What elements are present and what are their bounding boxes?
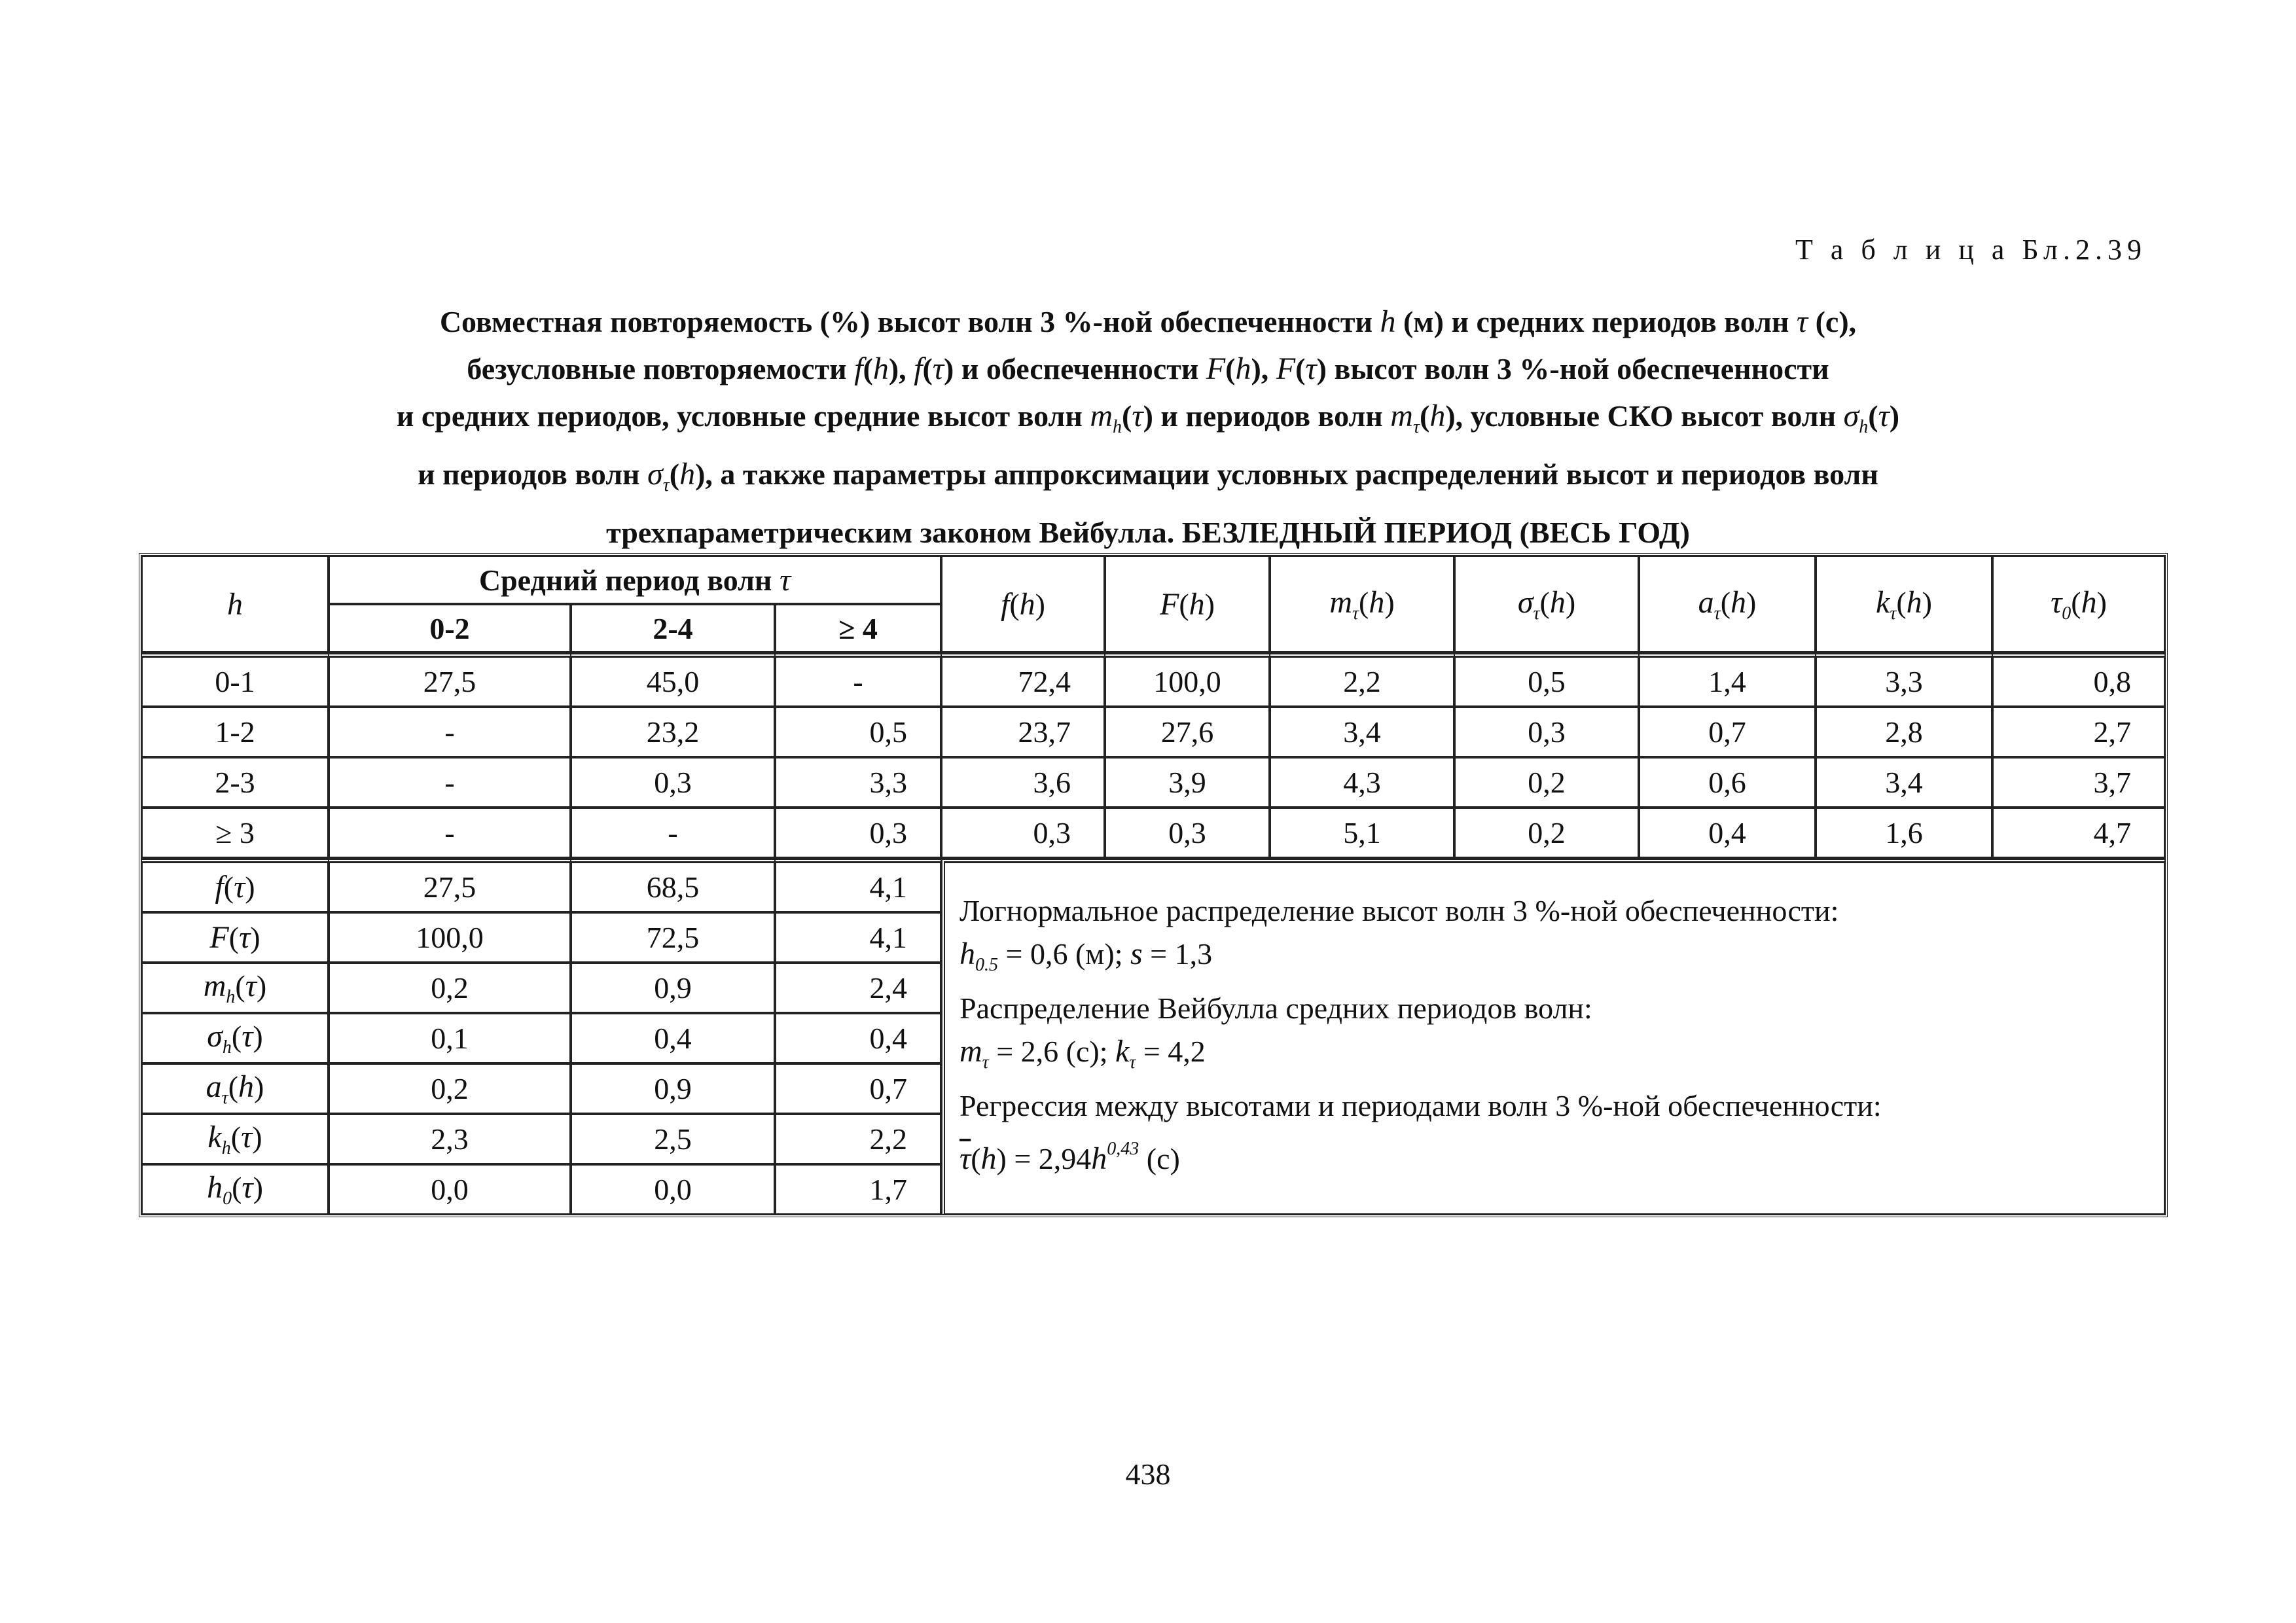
cell: 0,7 <box>1639 707 1816 757</box>
cell: 0,3 <box>941 808 1105 858</box>
header-sub-ge4: ≥ 4 <box>775 604 941 652</box>
cell: 100,0 <box>329 912 571 963</box>
row-label-F-tau: F(τ) <box>141 912 329 963</box>
page-number: 438 <box>1125 1457 1171 1491</box>
cell: 72,4 <box>941 652 1105 707</box>
cell: 2,5 <box>571 1114 775 1164</box>
cell: 0,2 <box>329 1063 571 1114</box>
cell: 2,8 <box>1816 707 1992 757</box>
cell-h: 1-2 <box>141 707 329 757</box>
note-weibull: Распределение Вейбулла средних периодов волн: <box>960 991 1592 1025</box>
cell: - <box>329 707 571 757</box>
cell: - <box>775 652 941 707</box>
cell: 3,4 <box>1816 757 1992 808</box>
cell: 3,6 <box>941 757 1105 808</box>
header-m-tau-h: $m_\tau(h)$ <box>1270 556 1454 652</box>
cell: 3,3 <box>1816 652 1992 707</box>
table-row <box>141 858 2165 912</box>
cell: 27,5 <box>329 858 571 912</box>
cell: 45,0 <box>571 652 775 707</box>
header-sub-2-4: 2-4 <box>571 604 775 652</box>
header-h: h <box>141 556 329 652</box>
cell: 27,6 <box>1105 707 1270 757</box>
table-row <box>141 652 2165 707</box>
cell: 2,7 <box>1992 707 2165 757</box>
cell: 2,2 <box>775 1114 941 1164</box>
note-regression-formula: $\overline{\tau}(h) = 2,94h^{0,43}$ (с) <box>960 1139 1180 1176</box>
cell: 0,3 <box>571 757 775 808</box>
cell: 3,9 <box>1105 757 1270 808</box>
cell: 0,1 <box>329 1013 571 1063</box>
row-label-k-h-tau: $k_h(\tau)$ <box>141 1114 329 1164</box>
cell: 0,3 <box>775 808 941 858</box>
table-row <box>141 808 2165 858</box>
header-sub-0-2: 0-2 <box>329 604 571 652</box>
row-label-h0-tau: $h_0(\tau)$ <box>141 1164 329 1215</box>
cell: 0,5 <box>1454 652 1639 707</box>
data-table <box>139 553 2168 1217</box>
row-label-a-tau-h: $a_\tau(h)$ <box>141 1063 329 1114</box>
cell-h: 0-1 <box>141 652 329 707</box>
cell: 100,0 <box>1105 652 1270 707</box>
header-tau0-h: $\tau_0(h)$ <box>1992 556 2165 652</box>
cell: 0,4 <box>775 1013 941 1063</box>
row-label-f-tau: f(τ) <box>141 858 329 912</box>
cell: 0,5 <box>775 707 941 757</box>
cell-h: ≥ 3 <box>141 808 329 858</box>
note-regression: Регрессия между высотами и периодами волн 3 %-ной обеспеченности: <box>960 1089 1882 1122</box>
cell: 27,5 <box>329 652 571 707</box>
cell: 0,8 <box>1992 652 2165 707</box>
cell: 5,1 <box>1270 808 1454 858</box>
cell: 0,0 <box>571 1164 775 1215</box>
cell: 0,2 <box>1454 757 1639 808</box>
row-label-sigma-h-tau: $\sigma_h(\tau)$ <box>141 1013 329 1063</box>
header-a-tau-h: $a_\tau(h)$ <box>1639 556 1816 652</box>
table-row <box>141 707 2165 757</box>
cell: 0,9 <box>571 963 775 1013</box>
cell: 0,7 <box>775 1063 941 1114</box>
cell: 0,4 <box>1639 808 1816 858</box>
row-label-m-h-tau: $m_h(\tau)$ <box>141 963 329 1013</box>
cell: 0,2 <box>329 963 571 1013</box>
cell: 2,4 <box>775 963 941 1013</box>
header-mean-period: Средний период волн τ <box>329 556 941 604</box>
cell: 2,3 <box>329 1114 571 1164</box>
cell: 0,9 <box>571 1063 775 1114</box>
cell: 0,4 <box>571 1013 775 1063</box>
cell: 4,1 <box>775 912 941 963</box>
cell: 1,6 <box>1816 808 1992 858</box>
cell-h: 2-3 <box>141 757 329 808</box>
header-k-tau-h: $k_\tau(h)$ <box>1816 556 1992 652</box>
header-f-h: f(h) <box>941 556 1105 652</box>
note-lognormal-params: $h_{0.5} = 0,6$ (м); s = 1,3 <box>960 936 1213 975</box>
cell: 0,3 <box>1454 707 1639 757</box>
cell: 2,2 <box>1270 652 1454 707</box>
cell: 4,7 <box>1992 808 2165 858</box>
cell: - <box>329 808 571 858</box>
cell: 3,3 <box>775 757 941 808</box>
header-sigma-tau-h: $\sigma_\tau(h)$ <box>1454 556 1639 652</box>
cell: 23,2 <box>571 707 775 757</box>
cell: 3,7 <box>1992 757 2165 808</box>
table-number: Т а б л и ц а Бл.2.39 <box>1795 234 2147 266</box>
cell: - <box>329 757 571 808</box>
cell: 4,3 <box>1270 757 1454 808</box>
cell: 0,3 <box>1105 808 1270 858</box>
table-title: Совместная повторяемость (%) высот волн 3 %-ной обеспеченности h (м) и средних периодов волн τ (с), безусловные повторяемости f(h), f(τ) и обеспеченности F(h), F(τ) высот волн 3 %-ной обеспеченности и средних периодов, условные средние высот волн $m_h(\tau)$ и периодов волн $m_\tau(h)$, условные СКО высот волн $\sigma_h(\tau)$ и периодов волн $\sigma_\tau(h)$, а также параметры аппроксимации условных распределений высот и периодов волн трехпараметрическим законом Вейбулла. БЕЗЛЕДНЫЙ ПЕРИОД (ВЕСЬ ГОД) <box>396 304 1900 549</box>
cell: 23,7 <box>941 707 1105 757</box>
cell: 0,2 <box>1454 808 1639 858</box>
cell: - <box>571 808 775 858</box>
note-lognormal: Логнормальное распределение высот волн 3 %-ной обеспеченности: <box>960 894 1839 927</box>
cell: 72,5 <box>571 912 775 963</box>
cell: 0,0 <box>329 1164 571 1215</box>
cell: 4,1 <box>775 858 941 912</box>
table-row <box>141 757 2165 808</box>
cell: 68,5 <box>571 858 775 912</box>
distribution-notes <box>941 858 2165 1215</box>
cell: 1,4 <box>1639 652 1816 707</box>
cell: 3,4 <box>1270 707 1454 757</box>
cell: 0,6 <box>1639 757 1816 808</box>
cell: 1,7 <box>775 1164 941 1215</box>
header-F-h: F(h) <box>1105 556 1270 652</box>
note-weibull-params: $m_\tau = 2,6$ (с); $k_\tau = 4,2$ <box>960 1034 1206 1073</box>
